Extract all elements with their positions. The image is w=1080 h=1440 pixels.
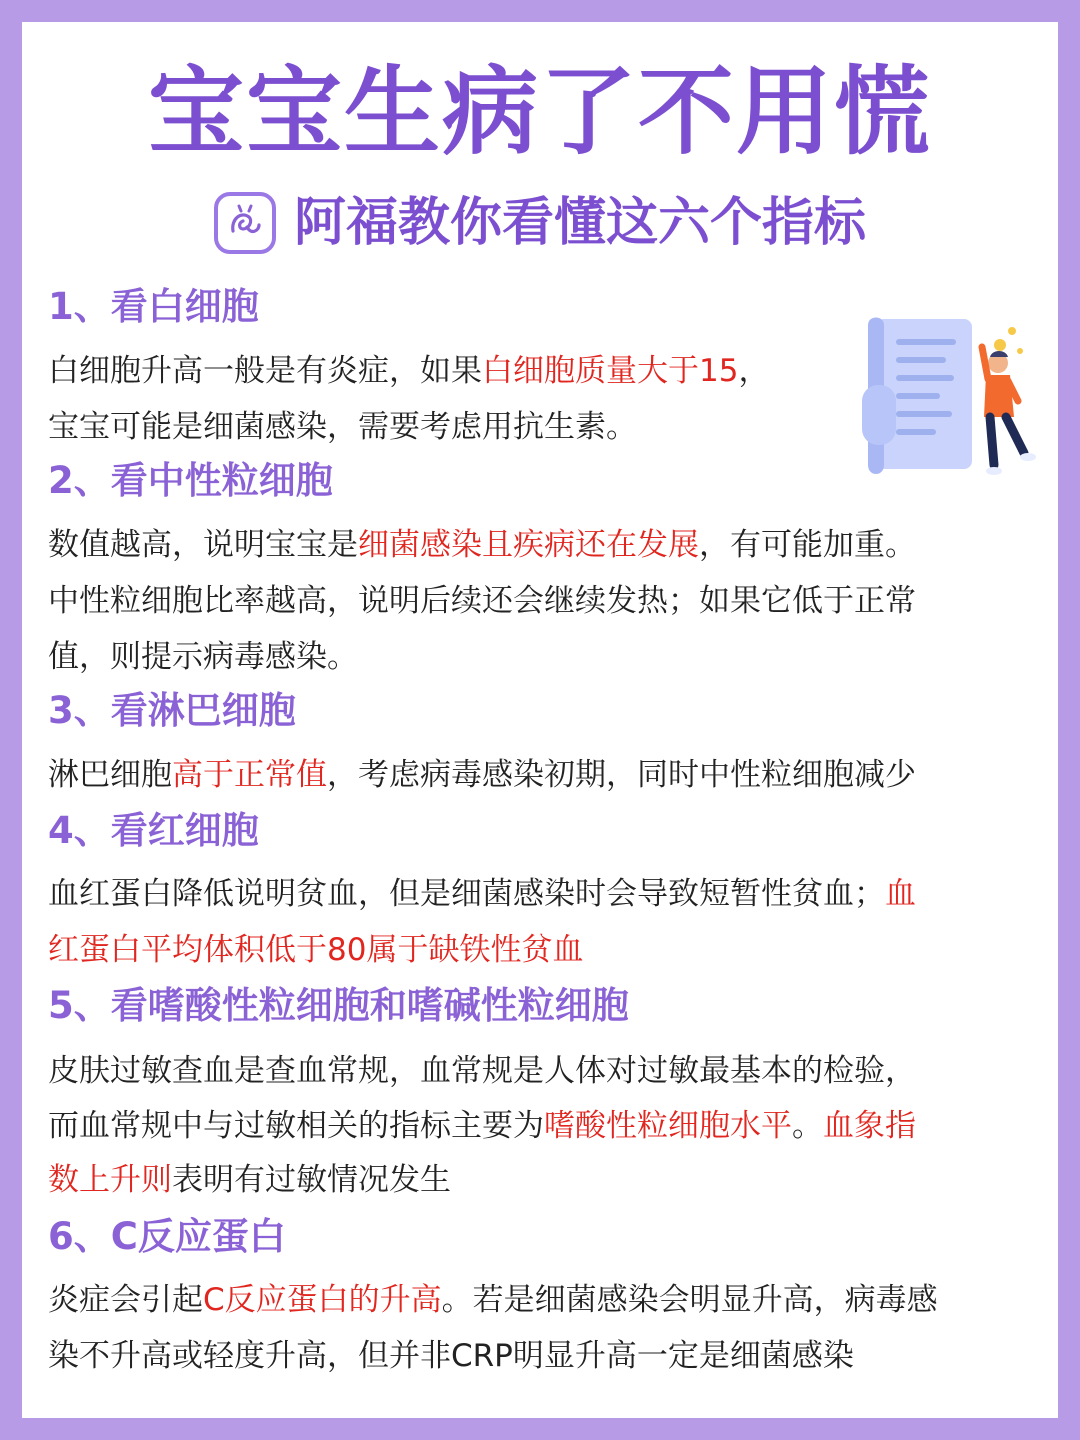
paragraph-line: 淋巴细胞高于正常值，考虑病毒感染初期，同时中性粒细胞减少 [48,757,916,793]
highlight-text: 血象指 [823,1108,916,1144]
paragraph-line: 白细胞升高一般是有炎症，如果白细胞质量大于15， [48,353,770,389]
section-heading: 2、看中性粒细胞 [48,459,333,502]
paragraph-line: 染不升高或轻度升高，但并非CRP明显升高一定是细菌感染 [48,1338,854,1374]
paragraph-line: 宝宝可能是细菌感染，需要考虑用抗生素。 [48,409,637,445]
section-heading: 5、看嗜酸性粒细胞和嗜碱性粒细胞 [48,984,629,1027]
paragraph-line: 数值越高，说明宝宝是细菌感染且疾病还在发展，有可能加重。 [48,527,916,563]
paragraph-line: 中性粒细胞比率越高，说明后续还会继续发热；如果它低于正常 [48,583,916,619]
paragraph-line [48,922,583,978]
paragraph-line: 数上升则表明有过敏情况发生 [48,1162,451,1198]
page-title: 宝宝生病了不用慌 [148,56,932,168]
afu-app-icon [214,192,276,254]
paragraph-line: 而血常规中与过敏相关的指标主要为嗜酸性粒细胞水平。血象指 [48,1108,916,1144]
highlight-text: C反应蛋白的升高 [203,1282,442,1318]
highlight-text: 红蛋白平均体积低于80属于缺铁性贫血 [48,932,584,968]
subtitle-row [0,186,1080,260]
highlight-text: 嗜酸性粒细胞水平 [544,1108,792,1144]
highlight-text: 高于正常值 [172,757,327,793]
section-heading: 6、C反应蛋白 [48,1215,286,1258]
receipt-person-illustration [848,305,1048,490]
paragraph-line: 血红蛋白降低说明贫血，但是细菌感染时会导致短暂性贫血；血 [48,876,916,912]
highlight-text: 血 [885,876,916,912]
section-heading: 4、看红细胞 [48,809,259,852]
section-heading: 1、看白细胞 [48,285,259,328]
paragraph-line: 皮肤过敏查血是查血常规，血常规是人体对过敏最基本的检验， [48,1053,916,1089]
highlight-text: 细菌感染且疾病还在发展 [358,527,699,563]
page-subtitle: 阿福教你看懂这六个指标 [293,193,866,253]
highlight-text: 数上升则 [48,1162,172,1198]
section-heading: 3、看淋巴细胞 [48,689,296,732]
paragraph-line: 炎症会引起C反应蛋白的升高。若是细菌感染会明显升高，病毒感 [48,1282,938,1318]
highlight-text: 白细胞质量大于15 [482,353,739,389]
paragraph-line: 值，则提示病毒感染。 [48,639,358,675]
